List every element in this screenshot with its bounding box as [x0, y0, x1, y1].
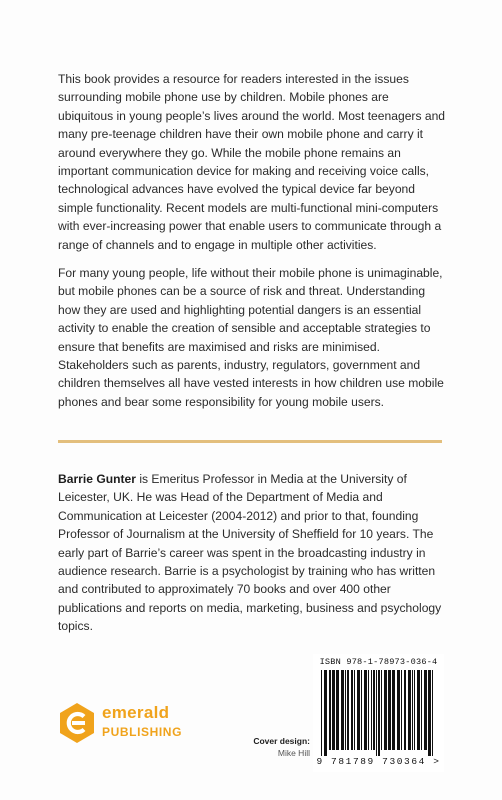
barcode-bar [373, 670, 375, 750]
description-paragraph-2 [58, 264, 446, 411]
barcode-bar [414, 670, 415, 750]
barcode-bar [432, 670, 433, 756]
barcode-bar [381, 670, 382, 750]
barcode-bar [371, 670, 372, 750]
barcode-bar [354, 670, 355, 750]
barcode-bar [336, 670, 339, 750]
barcode-bar [376, 670, 377, 756]
barcode-bar [368, 670, 369, 750]
barcode-bar [364, 670, 367, 750]
barcode-bar [384, 670, 387, 750]
barcode-bar [388, 670, 391, 750]
cover-design-label: Cover design: [253, 736, 310, 746]
barcode-bar [412, 670, 413, 750]
barcode-bar [351, 670, 353, 750]
barcode-bar [321, 670, 322, 756]
barcode-bar [397, 670, 400, 750]
barcode-bar [424, 670, 427, 750]
barcode-bar [428, 670, 431, 756]
bio-body: is Emeritus Professor in Media at the University of Leicester, UK. He was Head of the Department of Media and Communication at Leicester (2004-2012) and prior to that, founding Professor of Journalism at the University of Sheffield for 10 years. The early part of Barrie’s career was spent in the broadcasting industry in audience research. Barrie is a psychologist by training who has written and contributed to approximately 70 books and over 400 other publications and reports on media, marketing, business and psychology topics. [58, 472, 442, 634]
publisher-name-line2: PUBLISHING [102, 725, 183, 739]
barcode-bar [361, 670, 362, 750]
barcode-bar [341, 670, 344, 750]
paragraph-text: This book provides a resource for readers interested in the issues surrounding mobile phone use by children. Mobile phones are ubiquitous in young people’s lives around the world. Most teenagers and many pre-teenage children have their own mobile phone and carry it around everywhere they go. While the mobile phone remains an important communication device for making and receiving voice calls, technological advances have evolved the typical device far beyond simple functionality. Recent models are multi-functional mini-computers with ever-increasing power that enable users to communicate through a range of channels and to engage in multiple other activities. [58, 72, 446, 252]
paragraph-text: For many young people, life without their mobile phone is unimaginable, but mobile phones can be a source of risk and threat. Understanding how they are used and highlighting potential dangers is an essential activity to enable the creation of sensible and acceptable strategies to ensure that benefits are maximised and risks are minimised. Stakeholders such as parents, industry, regulators, government and children themselves all have vested interests in how children use mobile phones and bear some responsibility for young mobile users. [58, 266, 444, 409]
publisher-logo [58, 698, 198, 748]
barcode-bar [404, 670, 406, 750]
barcode-bar [401, 670, 402, 750]
emerald-logo-icon [58, 702, 96, 744]
barcode-digits: 9 781789 730364 > [316, 756, 441, 767]
barcode-bar [347, 670, 349, 750]
barcode-area [313, 654, 444, 772]
barcode-bar [324, 670, 327, 756]
author-name: Barrie Gunter [58, 472, 136, 486]
barcode-bar [392, 670, 395, 750]
barcode-bar [417, 670, 420, 750]
cover-designer-name: Mike Hill [277, 748, 310, 758]
barcode-bar [332, 670, 335, 750]
barcode-bar [345, 670, 346, 750]
barcode-icon [313, 670, 444, 756]
bio-text [58, 470, 446, 636]
barcode-bar [357, 670, 360, 750]
barcode-bar [408, 670, 411, 750]
divider-rule [58, 440, 442, 443]
barcode-bar [329, 670, 331, 750]
barcode-bar [421, 670, 422, 750]
barcode-bar [378, 670, 380, 756]
author-bio [58, 470, 446, 636]
publisher-name-line1: emerald [102, 703, 170, 722]
description-paragraph-1 [58, 70, 446, 254]
isbn-text: ISBN 978-1-78973-036-4 [319, 657, 438, 667]
